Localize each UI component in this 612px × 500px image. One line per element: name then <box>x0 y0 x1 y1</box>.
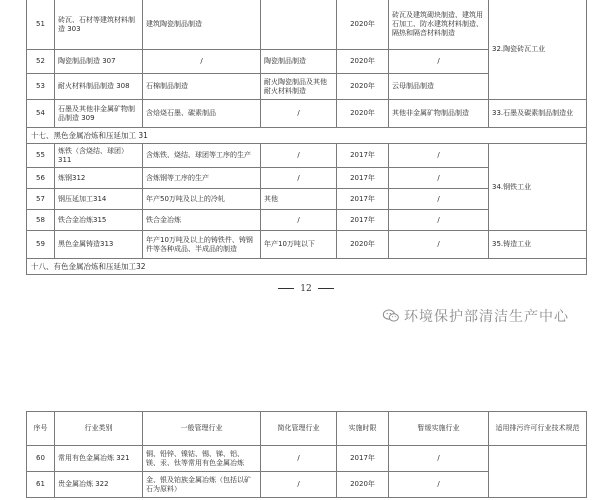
industry-category: 陶瓷制品制造 307 <box>55 50 143 74</box>
deferred-industry: / <box>389 231 489 259</box>
simplified-management: / <box>261 168 337 189</box>
page-number-text: 12 <box>300 284 312 294</box>
simplified-management: 陶瓷制品制造 <box>261 50 337 74</box>
general-management: 年产50万吨及以上的冷轧 <box>143 189 261 210</box>
implementation-time: 2017年 <box>337 189 389 210</box>
general-management: 铜、铅锌、镍钴、锡、锑、铝、镁、汞、钛等常用有色金属冶炼 <box>143 446 261 472</box>
page-number <box>0 284 612 294</box>
row-number: 57 <box>27 189 55 210</box>
row-number: 53 <box>27 74 55 100</box>
simplified-management <box>261 0 337 50</box>
deferred-industry: 云母制品制造 <box>389 74 489 100</box>
implementation-time: 2017年 <box>337 446 389 472</box>
simplified-management: / <box>261 210 337 231</box>
row-number: 51 <box>27 0 55 50</box>
simplified-management: / <box>261 446 337 472</box>
simplified-management: 年产10万吨以下 <box>261 231 337 259</box>
industry-category: 钢压延加工314 <box>55 189 143 210</box>
row-number: 52 <box>27 50 55 74</box>
deferred-industry: / <box>389 50 489 74</box>
general-management: / <box>143 50 261 74</box>
deferred-industry: / <box>389 446 489 472</box>
industry-category: 砖瓦、石材等建筑材料制造 303 <box>55 0 143 50</box>
deferred-industry: / <box>389 210 489 231</box>
wechat-icon <box>382 309 400 323</box>
header-time: 实施时限 <box>337 412 389 446</box>
implementation-time: 2020年 <box>337 74 389 100</box>
industry-category: 炼钢312 <box>55 168 143 189</box>
simplified-management: / <box>261 472 337 498</box>
implementation-time: 2017年 <box>337 168 389 189</box>
row-number: 54 <box>27 100 55 128</box>
table-row <box>27 446 587 472</box>
general-management: 含炼钢等工序的生产 <box>143 168 261 189</box>
general-management: 含焙烧石墨、碳素制品 <box>143 100 261 128</box>
simplified-management: 其他 <box>261 189 337 210</box>
section-heading: 十七、黑色金属冶炼和压延加工 31 <box>27 128 587 144</box>
row-number: 61 <box>27 472 55 498</box>
implementation-time: 2020年 <box>337 0 389 50</box>
permit-table-bottom <box>26 411 587 498</box>
general-management: 含炼铁、烧结、球团等工序的生产 <box>143 144 261 168</box>
watermark-text: 环境保护部清洁生产中心 <box>404 309 569 325</box>
implementation-time: 2020年 <box>337 50 389 74</box>
industry-category: 铁合金冶炼315 <box>55 210 143 231</box>
table-row <box>27 144 587 168</box>
general-management: 铁合金冶炼 <box>143 210 261 231</box>
dash-left <box>278 288 294 289</box>
section-row <box>27 128 587 144</box>
technical-spec: 34.钢铁工业 <box>489 144 587 231</box>
header-deferred: 暂缓实施行业 <box>389 412 489 446</box>
industry-category: 贵金属冶炼 322 <box>55 472 143 498</box>
permit-table-top <box>26 0 587 275</box>
row-number: 60 <box>27 446 55 472</box>
technical-spec: 33.石墨及碳素制品制造业 <box>489 100 587 128</box>
industry-category: 耐火材料制品制造 308 <box>55 74 143 100</box>
simplified-management: / <box>261 100 337 128</box>
dash-right <box>318 288 334 289</box>
table-row <box>27 231 587 259</box>
industry-category: 常用有色金属冶炼 321 <box>55 446 143 472</box>
industry-category: 石墨及其他非金属矿物制品制造 309 <box>55 100 143 128</box>
watermark <box>382 306 569 326</box>
header-category: 行业类别 <box>55 412 143 446</box>
row-number: 59 <box>27 231 55 259</box>
deferred-industry: / <box>389 168 489 189</box>
header-general: 一般管理行业 <box>143 412 261 446</box>
implementation-time: 2017年 <box>337 210 389 231</box>
implementation-time: 2017年 <box>337 144 389 168</box>
implementation-time: 2020年 <box>337 472 389 498</box>
simplified-management: / <box>261 144 337 168</box>
deferred-industry: / <box>389 472 489 498</box>
deferred-industry: 其他非金属矿物制品制造 <box>389 100 489 128</box>
row-number: 55 <box>27 144 55 168</box>
general-management: 建筑陶瓷制品制造 <box>143 0 261 50</box>
deferred-industry: 砖瓦及建筑砌块制造、建筑用石加工、防水建筑材料制造、隔热和隔音材料制造 <box>389 0 489 50</box>
technical-spec: 32.陶瓷砖瓦工业 <box>489 0 587 100</box>
deferred-industry: / <box>389 189 489 210</box>
table-row <box>27 0 587 50</box>
general-management: 年产10万吨及以上的铸铁件、铸钢件等各种成品、半成品的制造 <box>143 231 261 259</box>
header-no: 序号 <box>27 412 55 446</box>
implementation-time: 2020年 <box>337 231 389 259</box>
technical-spec: 35.铸造工业 <box>489 231 587 259</box>
row-number: 58 <box>27 210 55 231</box>
row-number: 56 <box>27 168 55 189</box>
table-row <box>27 100 587 128</box>
section-row <box>27 259 587 275</box>
industry-category: 黑色金属铸造313 <box>55 231 143 259</box>
table-header-row <box>27 412 587 446</box>
simplified-management: 耐火陶瓷制品及其他耐火材料制造 <box>261 74 337 100</box>
header-simplified: 简化管理行业 <box>261 412 337 446</box>
section-heading: 十八、有色金属冶炼和压延加工32 <box>27 259 587 275</box>
industry-category: 炼铁（含烧结、球团）311 <box>55 144 143 168</box>
deferred-industry: / <box>389 144 489 168</box>
header-spec: 适用排污许可行业技术规范 <box>489 412 587 446</box>
general-management: 石棉制品制造 <box>143 74 261 100</box>
implementation-time: 2020年 <box>337 100 389 128</box>
general-management: 金、银及铂族金属冶炼（包括以矿石为原料） <box>143 472 261 498</box>
technical-spec <box>489 446 587 498</box>
